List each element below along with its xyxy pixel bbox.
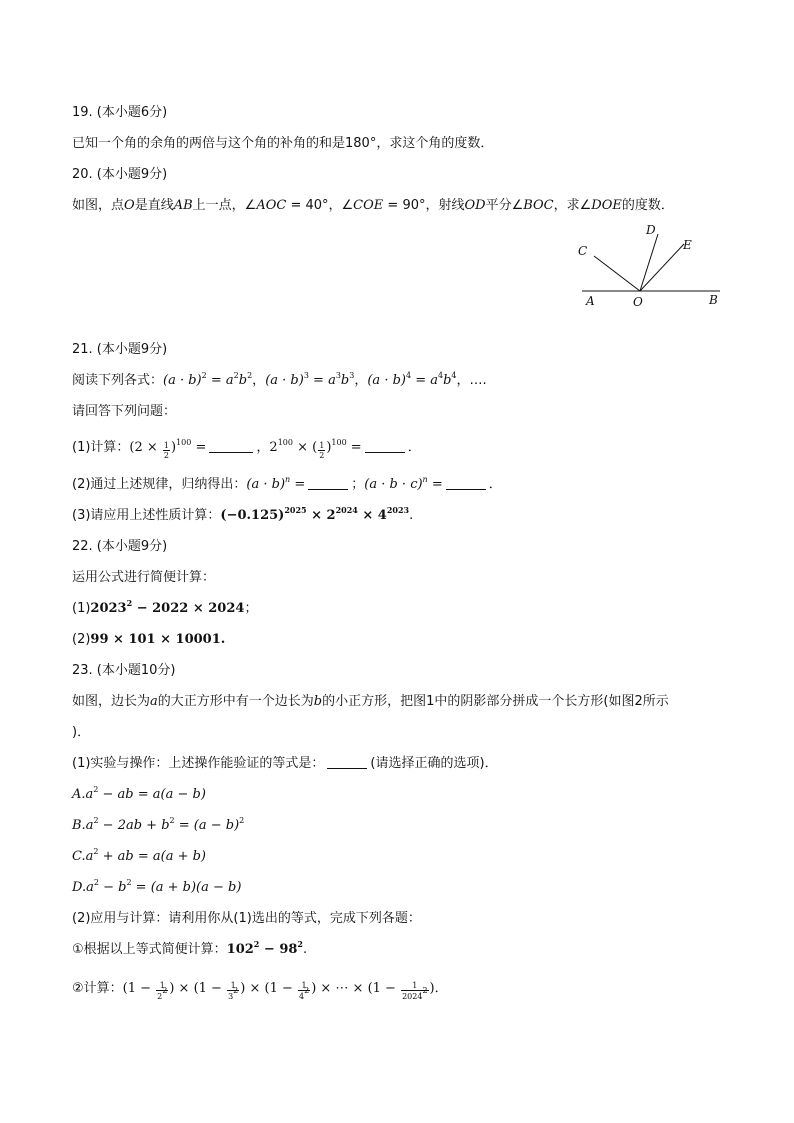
q21-read-end: ，…. <box>456 373 487 388</box>
label-o: O <box>633 295 643 309</box>
q23-p1-blank[interactable] <box>327 756 367 769</box>
q23-sub2 <box>72 980 448 1001</box>
label-a: A <box>586 294 595 308</box>
q23-opt-b-expr: $a^2 - 2ab + b^2 = (a - b)^2$ <box>85 816 245 833</box>
q23-sub1 <box>72 941 307 959</box>
q23-s1-end: . <box>303 942 308 957</box>
q21-p1-sep: ， <box>256 440 270 455</box>
q23-opt-d-expr: $a^2 - b^2 = (a + b)(a - b)$ <box>86 878 242 895</box>
q23-text-c: 的小正方形，把图1中的阴影部分拼成一个长方形(如图2所示 <box>322 694 669 709</box>
ray-oe <box>640 244 684 291</box>
q22-part2 <box>72 631 225 649</box>
q23-option-a <box>72 786 206 804</box>
q21-read-line <box>72 372 487 390</box>
q20-text-g: ，求∠ <box>553 198 592 213</box>
q20-text-f: 平分∠ <box>485 198 524 213</box>
q20-var-od: OD <box>464 198 486 213</box>
q23-p1-end: (请选择正确的选项)． <box>370 756 498 771</box>
q23-option-d <box>72 879 241 897</box>
q22-p2-label: (2) <box>72 632 91 647</box>
q20-var-coe: COE <box>353 198 384 213</box>
q21-p2-label: (2)通过上述规律，归纳得出： <box>72 477 247 492</box>
q21-p1-end: ． <box>407 440 421 455</box>
q21-read-sep-2: ， <box>354 373 368 388</box>
q23-s1-expr: $102^2 - 98^2$ <box>226 939 303 957</box>
q20-text-d: = 40°，∠ <box>286 198 354 213</box>
q20-text <box>72 197 674 215</box>
q23-part2: (2)应用与计算：请利用你从(1)选出的等式，完成下列各题： <box>72 911 421 926</box>
q23-s2-expr: (1 − $\frac{1}{2^2}$ ) × (1 − $\frac{1}{3^2}$ ) × (1 − $\frac{1}{4^2}$ ) × ⋯ × (1 − $\frac{1}{2024^2}$ ) <box>122 981 435 1001</box>
q19-heading: 19. (本小题6分) <box>72 105 168 120</box>
q23-option-b <box>72 817 244 835</box>
label-c: C <box>578 244 588 258</box>
q21-part3 <box>72 507 413 525</box>
q20-heading: 20. (本小题9分) <box>72 167 168 182</box>
q22-heading: 22. (本小题9分) <box>72 539 168 554</box>
q22-p1-expr: $2023^2 - 2022 \times 2024$ <box>90 598 245 616</box>
q20-var-doe: DOE <box>591 198 622 213</box>
q21-expr-1: $(a \cdot b)^2 = a^2b^2$ <box>163 371 253 388</box>
q23-part1 <box>72 755 498 773</box>
q21-read-sep-1: ， <box>252 373 266 388</box>
q21-p2-end: ． <box>488 477 502 492</box>
q21-part1 <box>72 439 421 460</box>
q20-text-e: = 90°，射线 <box>383 198 465 213</box>
q21-expr-2: $(a \cdot b)^3 = a^3b^3$ <box>265 371 355 388</box>
q20-var-o: O <box>124 198 135 213</box>
q21-p1-blank-2[interactable] <box>365 440 405 453</box>
q21-p2-blank-2[interactable] <box>446 477 486 490</box>
q23-s2-end: ． <box>434 981 448 996</box>
q23-text <box>72 693 669 711</box>
q21-p3-label: (3)请应用上述性质计算： <box>72 508 221 523</box>
label-d: D <box>646 223 656 237</box>
q21-heading: 21. (本小题9分) <box>72 342 168 357</box>
q21-p1-label: (1)计算： <box>72 440 130 455</box>
q23-opt-c-label: C. <box>72 849 86 864</box>
q20-var-boc: BOC <box>523 198 554 213</box>
q22-part1 <box>72 600 257 618</box>
q21-p2-sep: ； <box>351 477 365 492</box>
q21-p1-expr-b: $2^{100}$ × ( $\frac{1}{2}$ )$^{100}$ = <box>269 438 362 460</box>
q23-heading: 23. (本小题10分) <box>72 663 176 678</box>
q21-p1-expr-a: (2 × $\frac{1}{2}$ )$^{100}$ = <box>129 438 207 460</box>
q22-p2-expr: 99 × 101 × 10001. <box>90 632 226 647</box>
q23-opt-a-label: A. <box>72 787 86 802</box>
q23-p1-label: (1)实验与操作：上述操作能验证的等式是： <box>72 756 325 771</box>
q21-p3-end: . <box>409 508 414 523</box>
q23-opt-d-label: D. <box>72 880 87 895</box>
q21-p1-blank-1[interactable] <box>209 440 253 453</box>
q20-var-ab: AB <box>173 198 193 213</box>
q20-text-h: 的度数． <box>621 198 674 213</box>
ray-od <box>640 234 658 291</box>
q23-text-b: 的大正方形中有一个边长为 <box>157 694 314 709</box>
q21-p2-expr-a: $(a \cdot b)^n$ = <box>246 475 306 492</box>
q20-angle-figure <box>578 222 728 314</box>
q20-text-c: 上一点，∠ <box>192 198 257 213</box>
q23-s2-label: ②计算： <box>72 981 123 996</box>
q21-p2-blank-1[interactable] <box>308 477 348 490</box>
q23-option-c <box>72 848 206 866</box>
q21-ask: 请回答下列问题： <box>72 404 177 419</box>
q23-text-cont: )． <box>72 725 91 740</box>
q22-p1-label: (1) <box>72 601 91 616</box>
q21-expr-3: $(a \cdot b)^4 = a^4b^4$ <box>367 371 457 388</box>
q22-p1-end: ； <box>244 601 258 616</box>
q23-var-b: b <box>313 694 323 709</box>
q22-intro: 运用公式进行简便计算： <box>72 570 216 585</box>
q23-opt-c-expr: $a^2$ + ab = a(a + b) <box>85 847 206 864</box>
label-b: B <box>709 293 718 307</box>
q21-part2 <box>72 476 502 494</box>
q19-text: 已知一个角的余角的两倍与这个角的补角的和是180°，求这个角的度数． <box>72 136 494 151</box>
q23-var-a: a <box>150 694 158 709</box>
q23-opt-b-label: B. <box>72 818 86 833</box>
q20-text-a: 如图，点 <box>72 198 125 213</box>
q23-s1-label: ①根据以上等式简便计算： <box>72 942 227 957</box>
q20-var-aoc: AOC <box>256 198 287 213</box>
label-e: E <box>683 238 692 252</box>
q23-text-a: 如图，边长为 <box>72 694 151 709</box>
q21-p2-expr-b: $(a \cdot b \cdot c)^n$ = <box>364 475 443 492</box>
ray-oc <box>594 256 640 291</box>
q20-text-b: 是直线 <box>134 198 174 213</box>
q21-read-intro: 阅读下列各式： <box>72 373 164 388</box>
q21-p3-expr: $(-0.125)^{2025} \times 2^{2024} \times 4^{2023}$ <box>220 505 410 523</box>
q23-opt-a-expr: $a^2$ − ab = a(a − b) <box>85 785 206 802</box>
